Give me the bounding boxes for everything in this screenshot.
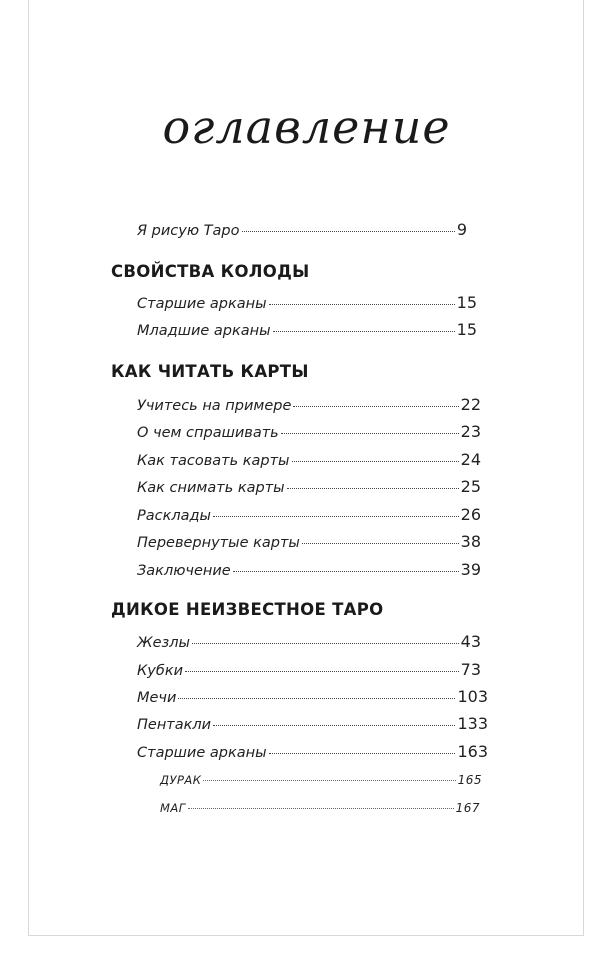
toc-entry-label: Старшие арканы [137,296,267,312]
toc-entry[interactable] [137,450,481,469]
toc-entry-label: Как тасовать карты [137,453,290,469]
toc-entry[interactable] [137,422,481,441]
toc-entry-page: 15 [456,320,477,339]
toc-entry[interactable] [137,687,488,706]
toc-entry[interactable] [137,320,477,339]
toc-entry-label: Перевернутые карты [137,535,300,551]
section-heading-reading: КАК ЧИТАТЬ КАРТЫ [111,362,309,381]
toc-entry[interactable] [137,660,481,679]
toc-entry[interactable] [137,293,477,312]
toc-entry-page: 9 [456,220,467,239]
leader-dots [269,304,455,305]
section-heading-deck: СВОЙСТВА КОЛОДЫ [111,262,310,281]
leader-dots [281,433,459,434]
toc-entry-intro[interactable] [137,220,467,239]
toc-entry-page: 73 [460,660,481,679]
toc-entry-label: Я рисую Таро [137,223,240,239]
leader-dots [287,488,459,489]
leader-dots [178,698,455,699]
leader-dots [292,461,459,462]
leader-dots [293,406,458,407]
toc-entry-page: 38 [460,532,481,551]
toc-entry-page: 22 [460,395,481,414]
toc-entry[interactable] [137,742,488,761]
leader-dots [188,808,454,809]
toc-subentry[interactable] [160,801,480,815]
toc-entry-label: Жезлы [137,635,190,651]
leader-dots [213,516,459,517]
toc-entry-page: 43 [460,632,481,651]
toc-entry-label: Мечи [137,690,177,706]
toc-entry-page: 24 [460,450,481,469]
leader-dots [302,543,459,544]
leader-dots [242,231,455,232]
toc-entry-page: 163 [457,742,488,761]
toc-entry-page: 15 [456,293,477,312]
toc-entry[interactable] [137,714,488,733]
toc-entry-label: Младшие арканы [137,323,271,339]
toc-subentry[interactable] [160,773,482,787]
toc-entry-label: Как снимать карты [137,480,285,496]
leader-dots [192,643,459,644]
toc-entry[interactable] [137,532,481,551]
toc-entry-label: О чем спрашивать [137,425,279,441]
page-title: оглавление [162,100,451,154]
toc-entry[interactable] [137,560,481,579]
leader-dots [203,780,455,781]
toc-entry-page: 25 [460,477,481,496]
toc-entry[interactable] [137,632,481,651]
toc-entry-label: Кубки [137,663,183,679]
toc-entry-label: Пентакли [137,717,212,733]
toc-subentry-label: ДУРАК [160,773,202,787]
toc-subentry-label: МАГ [160,801,186,815]
toc-entry-page: 39 [460,560,481,579]
toc-entry-label: Расклады [137,508,211,524]
toc-subentry-page: 165 [457,773,482,787]
section-heading-wild-unknown: ДИКОЕ НЕИЗВЕСТНОЕ ТАРО [111,600,384,619]
toc-entry-page: 133 [457,714,488,733]
leader-dots [213,725,455,726]
toc-entry-label: Заключение [137,563,231,579]
toc-entry[interactable] [137,395,481,414]
toc-entry-label: Старшие арканы [137,745,267,761]
toc-entry-page: 103 [457,687,488,706]
toc-entry[interactable] [137,505,481,524]
leader-dots [269,753,456,754]
toc-subentry-page: 167 [455,801,480,815]
leader-dots [185,671,459,672]
toc-entry[interactable] [137,477,481,496]
leader-dots [233,571,459,572]
toc-entry-label: Учитесь на примере [137,398,292,414]
toc-entry-page: 26 [460,505,481,524]
toc-entry-page: 23 [460,422,481,441]
leader-dots [273,331,455,332]
